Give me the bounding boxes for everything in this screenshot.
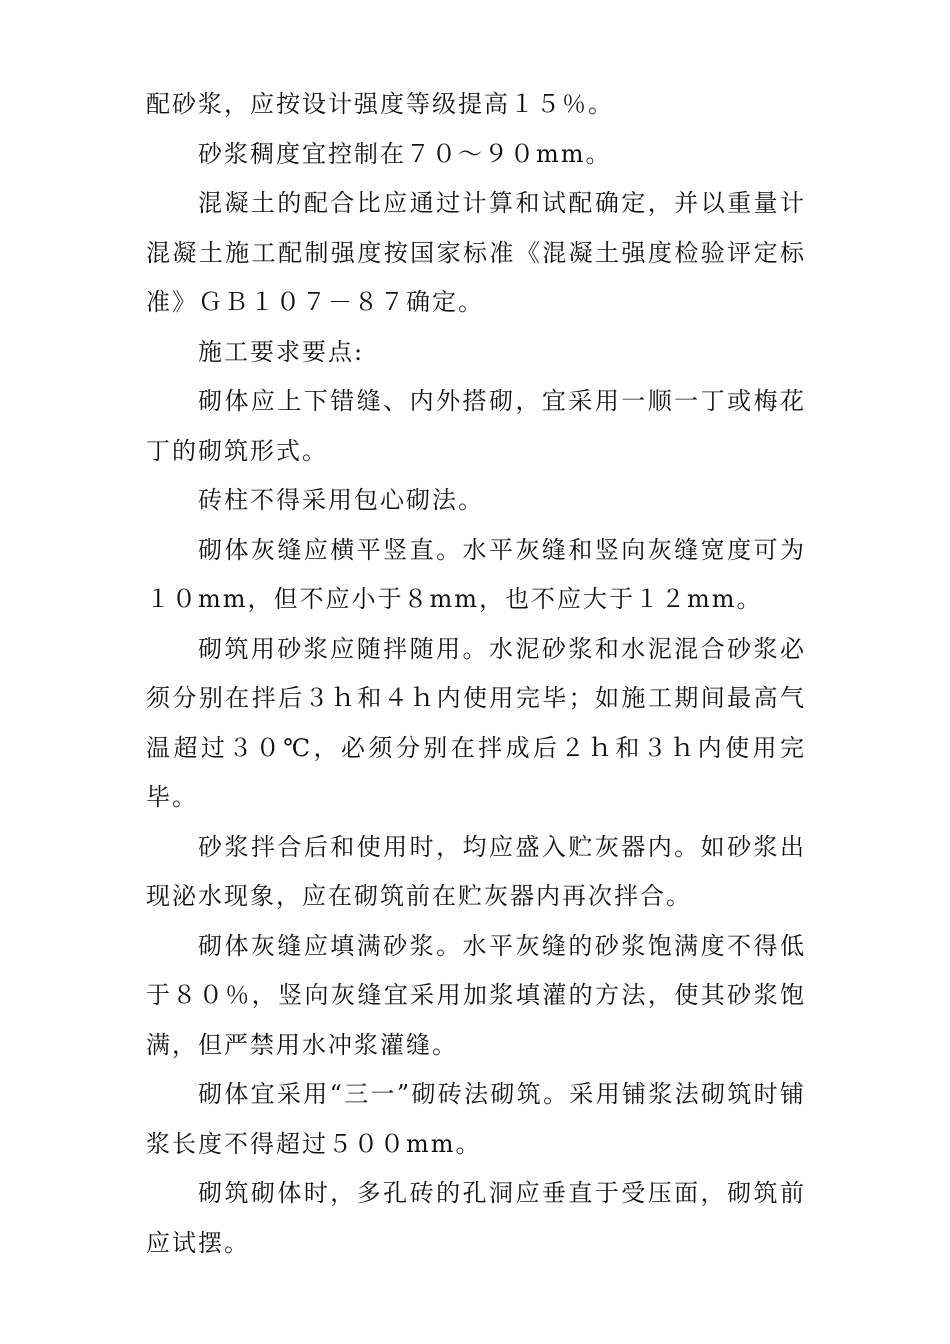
paragraph-10: 砌体灰缝应填满砂浆。水平灰缝的砂浆饱满度不得低于８０％，竖向灰缝宜采用加浆填灌的方法，使其砂浆饱满，但严禁用水冲浆灌缝。	[146, 931, 806, 1059]
paragraph-2: 砂浆稠度宜控制在７０～９０mm。	[198, 139, 612, 168]
document-body	[146, 80, 806, 1268]
paragraph-5: 砌体应上下错缝、内外搭砌，宜采用一顺一丁或梅花丁的砌筑形式。	[146, 387, 806, 465]
paragraph-3: 混凝土的配合比应通过计算和试配确定，并以重量计混凝土施工配制强度按国家标准《混凝土强度检验评定标准》ＧＢ１０７－８７确定。	[146, 189, 806, 316]
paragraph-7: 砌体灰缝应横平竖直。水平灰缝和竖向灰缝宽度可为１０mm，但不应小于８mm，也不应大于１２mm。	[146, 535, 806, 613]
paragraph-12: 砌筑砌体时，多孔砖的孔洞应垂直于受压面，砌筑前应试摆。	[146, 1179, 806, 1257]
paragraph-6: 砖柱不得采用包心砌法。	[198, 486, 484, 514]
paragraph-11: 砌体宜采用“三一”砌砖法砌筑。采用铺浆法砌筑时铺浆长度不得超过５００mm。	[146, 1080, 806, 1158]
paragraph-8: 砌筑用砂浆应随拌随用。水泥砂浆和水泥混合砂浆必须分别在拌后３ｈ和４ｈ内使用完毕；如施工期间最高气温超过３０℃，必须分别在拌成后２ｈ和３ｈ内使用完毕。	[146, 634, 806, 811]
paragraph-9: 砂浆拌合后和使用时，均应盛入贮灰器内。如砂浆出现泌水现象，应在砌筑前在贮灰器内再次拌合。	[146, 832, 806, 910]
paragraph-1: 配砂浆，应按设计强度等级提高１５％。	[146, 90, 614, 118]
paragraph-4: 施工要求要点:	[198, 337, 365, 366]
